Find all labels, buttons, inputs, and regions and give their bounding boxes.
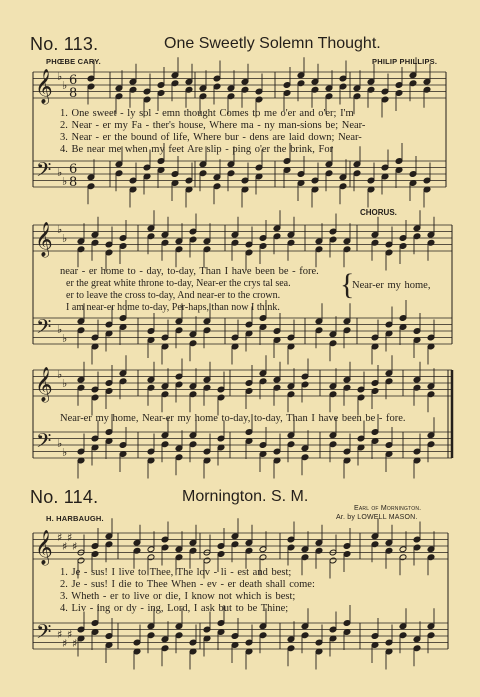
time-signature-icon: 8: [69, 86, 78, 101]
treble-clef-icon: 𝄞: [35, 69, 53, 104]
flat-sign-icon: ♭: [57, 223, 63, 236]
hymn-113-title: One Sweetly Solemn Thought.: [164, 35, 381, 52]
sharp-sign-icon: ♯: [57, 531, 63, 544]
hymn-114-title: Mornington. S. M.: [182, 488, 309, 505]
verse-line: 2. Je - sus! I die to Thee When - ev - er death shall come:: [60, 579, 315, 590]
hymn-114-arranger: Ar. by LOWELL MASON.: [336, 514, 418, 521]
refrain-line: near - er home to - day, to-day, Than I have been be - fore.: [60, 266, 319, 277]
refrain-line: I am near-er home to-day, Per-haps, than now I think.: [66, 302, 280, 313]
verse-line: 4. Liv - ing or dy - ing, Lord, I ask but to be Thine;: [60, 603, 289, 614]
flat-sign-icon: ♭: [57, 166, 63, 179]
treble-clef-icon: 𝄞: [35, 367, 53, 402]
flat-sign-icon: ♭: [62, 446, 68, 459]
treble-clef-icon: 𝄞: [35, 222, 53, 257]
verse-line: 3. Wheth - er to live or die, I know not which is best;: [60, 591, 296, 602]
flat-sign-icon: ♭: [57, 368, 63, 381]
final-line: Near-er my home, Near-er my home to-day, to-day, Than I have been be - fore.: [60, 413, 406, 424]
bass-clef-icon: 𝄢: [36, 315, 52, 343]
sharp-sign-icon: ♯: [62, 540, 68, 553]
verse-line: 1. One sweet - ly sol - emn thought Comes to me o'er and o'er; I'm: [60, 108, 354, 119]
hymn-114-composer: Earl of Mornington.: [354, 505, 422, 512]
sharp-sign-icon: ♯: [67, 628, 73, 641]
flat-sign-icon: ♭: [57, 437, 63, 450]
time-signature-icon: 8: [69, 175, 78, 190]
sharp-sign-icon: ♯: [57, 628, 63, 641]
verse-line: 4. Be near me when my feet Are slip - ping o'er the brink, For: [60, 144, 334, 155]
hymn-113-composer: PHILIP PHILLIPS.: [372, 57, 438, 66]
flat-sign-icon: ♭: [57, 70, 63, 83]
verse-line: 3. Near - er the bound of life, Where bur - dens are laid down; Near-: [60, 132, 362, 143]
flat-sign-icon: ♭: [62, 377, 68, 390]
verse-line: 1. Je - sus! I live to Thee, The lov - li - est and best;: [60, 567, 292, 578]
time-signature-icon: 6: [69, 162, 78, 177]
bass-clef-icon: 𝄢: [36, 620, 52, 648]
flat-sign-icon: ♭: [62, 232, 68, 245]
bass-clef-icon: 𝄢: [36, 429, 52, 457]
sharp-sign-icon: ♯: [62, 637, 68, 650]
flat-sign-icon: ♭: [62, 175, 68, 188]
sharp-sign-icon: ♯: [67, 531, 73, 544]
hymn-114-author: H. HARBAUGH.: [46, 514, 104, 523]
verse-line: 2. Near - er my Fa - ther's house, Where ma - ny man-sions be; Near-: [60, 120, 366, 131]
brace-icon: {: [340, 268, 355, 301]
chorus-label: CHORUS.: [360, 208, 397, 217]
refrain-line: er to leave the cross to-day, And near-er to the crown.: [66, 290, 281, 301]
sharp-sign-icon: ♯: [72, 637, 78, 650]
flat-sign-icon: ♭: [62, 332, 68, 345]
flat-sign-icon: ♭: [57, 323, 63, 336]
refrain-line: er the great white throne to-day, Near-er the crys tal sea.: [66, 278, 291, 289]
hymn-113-number: No. 113.: [30, 34, 99, 54]
flat-sign-icon: ♭: [62, 79, 68, 92]
bass-clef-icon: 𝄢: [36, 158, 52, 186]
treble-clef-icon: 𝄞: [35, 530, 53, 565]
hymn-114-number: No. 114.: [30, 487, 99, 507]
chorus-words: Near-er my home,: [352, 280, 431, 291]
hymn-113-author: PHŒBE CARY.: [46, 57, 101, 66]
sharp-sign-icon: ♯: [72, 540, 78, 553]
time-signature-icon: 6: [69, 73, 78, 88]
